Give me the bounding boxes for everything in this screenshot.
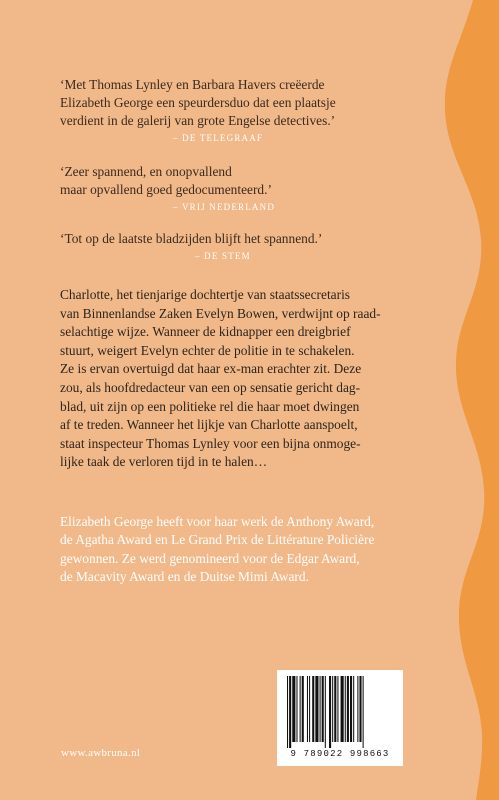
quote-source: – VRIJ NEDERLAND [173, 202, 276, 212]
barcode-bar [332, 676, 333, 742]
book-blurb: Charlotte, het tienjarige dochtertje van staatssecretaris van Binnenlandse Zaken Evelyn Bowen, verdwijnt op raad- selachtige wijze. Wanneer de kidnapper een dreigbrief stuurt, weigert Evelyn echter de politie in te schakelen. Ze is ervan overtuigd dat haar ex-man erachter zit. Deze zou, als hoofdredacteur van een op sensatie gericht dag- blad, uit zijn op een politieke rel die haar moet dwingen af te treden. Wanneer het lijkje van Charlotte aanspoelt, staat inspecteur Thomas Lynley voor een bijna onmoge- lijke taak de verloren tijd in te halen… [60, 287, 381, 470]
barcode-bar [307, 676, 308, 742]
barcode-bar [337, 676, 338, 742]
barcode-bar [322, 676, 324, 742]
barcode-bar [347, 676, 349, 742]
barcode-bar [302, 676, 304, 742]
quote-text: ‘Tot op de laatste bladzijden blijft het spannend.’ [60, 231, 323, 246]
barcode-bar [329, 676, 331, 748]
barcode-bar [345, 676, 346, 742]
barcode-bar [334, 676, 336, 742]
barcode-bars [285, 676, 395, 748]
barcode-bar [350, 676, 352, 742]
barcode-bar [341, 676, 344, 742]
barcode-bar [287, 676, 288, 748]
barcode-bar [357, 676, 358, 742]
quote-source: – DE TELEGRAAF [173, 133, 264, 143]
barcode-bar [325, 676, 326, 748]
barcode-bar [315, 676, 318, 742]
quote-text: ‘Zeer spannend, en onopvallend maar opvallend goed gedocumenteerd.’ [60, 164, 272, 197]
review-quote-3 [60, 230, 460, 261]
barcode-bar [312, 676, 314, 742]
barcode-bar [289, 676, 291, 748]
isbn-number: 9 789022 998663 [290, 749, 390, 759]
barcode-bar [300, 676, 301, 742]
barcode-bar [309, 676, 310, 742]
author-awards: Elizabeth George heeft voor haar werk de Anthony Award, de Agatha Award en Le Grand Prix de Littérature Policière gewonnen. Ze werd genomineerd voor de Edgar Award, de Macavity Award en de Duitse Mimi Award. [60, 514, 375, 585]
publisher-website-link[interactable]: www.awbruna.nl [61, 747, 141, 759]
barcode-bar [353, 676, 354, 742]
quote-source: – DE STEM [195, 251, 251, 261]
isbn-barcode [277, 670, 403, 766]
barcode-bar [359, 676, 361, 742]
barcode-bar [320, 676, 321, 742]
barcode-bar [363, 676, 364, 748]
review-quote-2 [60, 163, 460, 212]
review-quote-1 [60, 76, 460, 143]
barcode-bar [292, 676, 295, 742]
quote-text: ‘Met Thomas Lynley en Barbara Havers creëerde Elizabeth George een speurdersduo dat een plaatsje verdient in de galerij van grote Engelse detectives.’ [60, 77, 336, 128]
barcode-bar [296, 676, 297, 742]
